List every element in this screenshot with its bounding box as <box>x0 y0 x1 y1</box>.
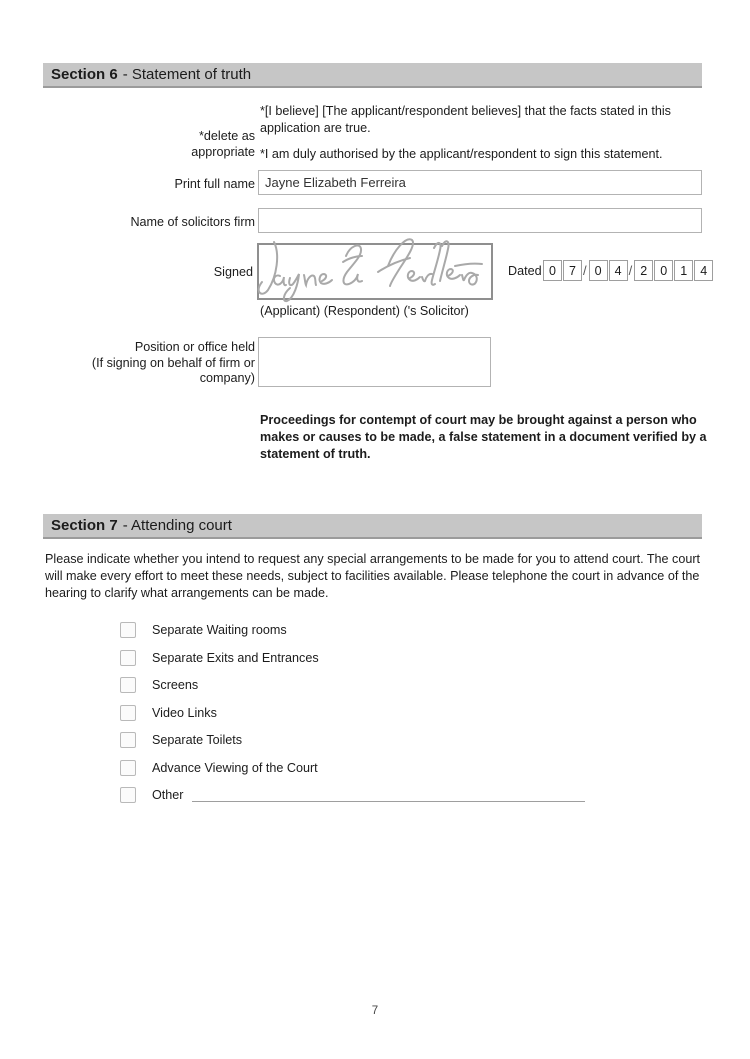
contempt-warning-text: Proceedings for contempt of court may be brought against a person who makes or causes to be made, a false statement in a document verified by a statement of truth. <box>260 413 707 461</box>
date-digit-box[interactable]: 0 <box>654 260 673 281</box>
option-row: Separate Exits and Entrances <box>120 650 585 666</box>
section6-header <box>43 63 702 88</box>
option-row: Separate Waiting rooms <box>120 622 585 638</box>
date-digit-box[interactable]: 1 <box>674 260 693 281</box>
statement-authorised-text: *I am duly authorised by the applicant/respondent to sign this statement. <box>260 147 663 161</box>
dated-label: Dated <box>508 264 542 278</box>
option-row: Video Links <box>120 705 585 721</box>
print-full-name-label: Print full name <box>174 177 255 191</box>
checkbox-advance-viewing[interactable] <box>120 760 136 776</box>
solicitors-firm-label: Name of solicitors firm <box>130 215 255 229</box>
section6-subtitle: - Statement of truth <box>122 66 252 83</box>
checkbox-separate-toilets[interactable] <box>120 732 136 748</box>
page-number: 7 <box>371 1005 379 1017</box>
option-row: Other <box>120 787 585 803</box>
position-input[interactable] <box>258 337 491 387</box>
statement-believe-text: *[I believe] [The applicant/respondent believes] that the facts stated in this application are true. <box>260 104 671 135</box>
solicitors-firm-input[interactable] <box>258 208 702 233</box>
section6-title: Section 6 <box>51 66 118 83</box>
delete-as-appropriate-note: *delete as appropriate <box>191 129 255 159</box>
date-field <box>542 260 713 281</box>
checkbox-separate-waiting-rooms[interactable] <box>120 622 136 638</box>
date-separator: / <box>583 263 587 278</box>
section7-subtitle: - Attending court <box>122 517 232 534</box>
signed-caption: (Applicant) (Respondent) ('s Solicitor) <box>260 304 469 318</box>
checkbox-video-links[interactable] <box>120 705 136 721</box>
option-row: Separate Toilets <box>120 732 585 748</box>
signed-label: Signed <box>213 265 253 279</box>
option-row: Screens <box>120 677 585 693</box>
date-digit-box[interactable]: 4 <box>609 260 628 281</box>
checkbox-separate-exits-entrances[interactable] <box>120 650 136 666</box>
checkbox-other[interactable] <box>120 787 136 803</box>
section7-intro-text: Please indicate whether you intend to request any special arrangements to be made for you to attend court. The court will make every effort to meet these needs, subject to facilities available. Please telephone the court in advance of the hearing to clarify what arrangements can be made. <box>45 552 701 600</box>
date-digit-box[interactable]: 7 <box>563 260 582 281</box>
section7-title: Section 7 <box>51 517 118 534</box>
date-digit-box[interactable]: 0 <box>543 260 562 281</box>
signature-box[interactable] <box>257 243 493 300</box>
special-arrangements-list <box>120 622 585 815</box>
date-digit-box[interactable]: 2 <box>634 260 653 281</box>
section7-header <box>43 514 702 539</box>
date-digit-box[interactable]: 0 <box>589 260 608 281</box>
other-write-in-line[interactable] <box>192 788 585 802</box>
print-full-name-input[interactable] <box>258 170 702 195</box>
option-row: Advance Viewing of the Court <box>120 760 585 776</box>
date-digit-box[interactable]: 4 <box>694 260 713 281</box>
position-label: Position or office held (If signing on behalf of firm or company) <box>91 340 255 385</box>
date-separator: / <box>628 263 633 278</box>
checkbox-screens[interactable] <box>120 677 136 693</box>
